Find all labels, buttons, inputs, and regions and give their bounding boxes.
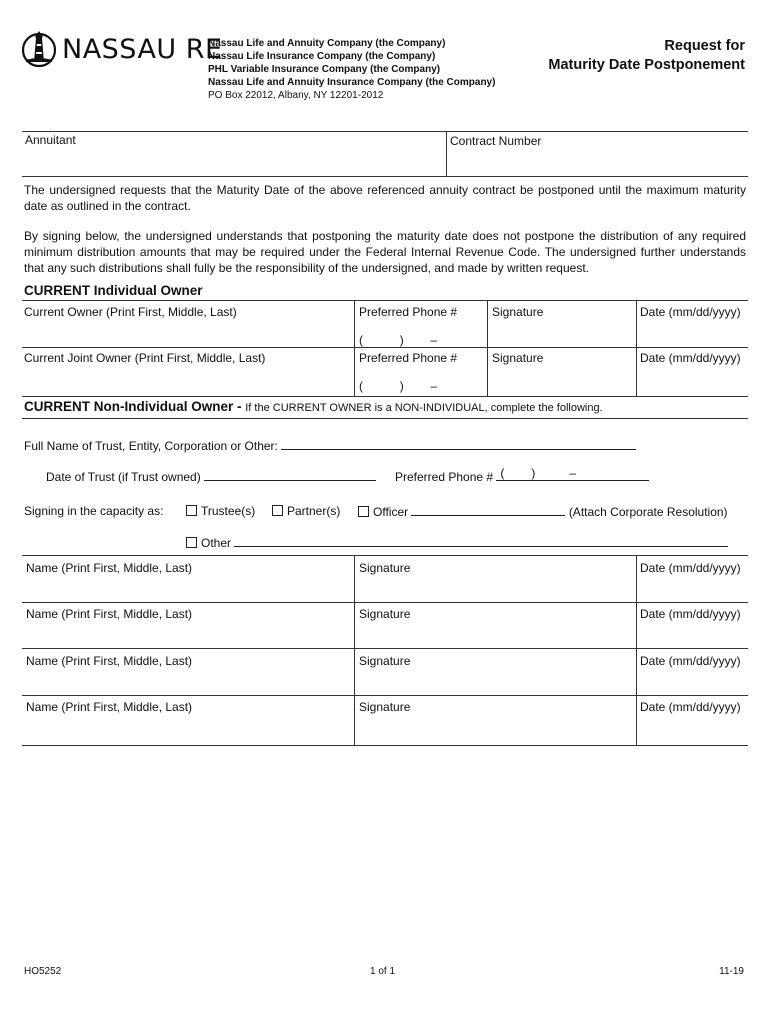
signer-date-field[interactable]: Date (mm/dd/yyyy) bbox=[640, 654, 741, 668]
logo-text: NASSAU RE bbox=[62, 34, 223, 65]
phone-open-paren: ( bbox=[359, 379, 363, 393]
non-individual-title: CURRENT Non-Individual Owner - bbox=[24, 399, 246, 414]
form-title-line1: Request for bbox=[664, 38, 745, 54]
trustee-checkbox[interactable] bbox=[186, 505, 197, 516]
rmd-acknowledgement-text: By signing below, the undersigned understands that postponing the maturity date does not postpone the distribution of any required minimum distribution amounts that may be required under the Federal Internal Revenue Code. The undersigned further understands that any such distributions shall fully be the responsibility of the undersigned, and made by written request. bbox=[24, 229, 746, 275]
entity-phone-label: Preferred Phone # bbox=[395, 470, 494, 484]
divider bbox=[22, 648, 748, 649]
phone-open-paren: ( bbox=[359, 333, 363, 347]
divider bbox=[22, 176, 748, 177]
phone-dash: – bbox=[569, 466, 577, 480]
signer-signature-field[interactable]: Signature bbox=[359, 700, 411, 714]
divider bbox=[22, 555, 748, 556]
phone-open-paren: ( bbox=[500, 466, 505, 480]
date-of-trust-input[interactable] bbox=[204, 469, 376, 481]
partner-option[interactable] bbox=[272, 504, 340, 518]
signer-signature-field[interactable]: Signature bbox=[359, 561, 411, 575]
individual-owner-heading: CURRENT Individual Owner bbox=[24, 283, 203, 298]
signer-signature-field[interactable]: Signature bbox=[359, 654, 411, 668]
phone-dash: – bbox=[430, 379, 438, 393]
owner-phone-field[interactable]: Preferred Phone # bbox=[359, 305, 458, 319]
date-of-trust-row bbox=[46, 469, 376, 484]
phone-close-paren: ) bbox=[531, 466, 536, 480]
signer-name-field[interactable]: Name (Print First, Middle, Last) bbox=[26, 700, 193, 714]
company-name: Nassau Life and Annuity Company (the Company) bbox=[208, 38, 446, 49]
full-name-row bbox=[24, 438, 636, 453]
signer-name-field[interactable]: Name (Print First, Middle, Last) bbox=[26, 561, 193, 575]
divider bbox=[22, 418, 748, 419]
divider bbox=[636, 300, 637, 396]
company-address: PO Box 22012, Albany, NY 12201-2012 bbox=[208, 90, 384, 101]
current-owner-name-field[interactable]: Current Owner (Print First, Middle, Last) bbox=[24, 305, 237, 319]
signer-date-field[interactable]: Date (mm/dd/yyyy) bbox=[640, 561, 741, 575]
joint-owner-name-field[interactable]: Current Joint Owner (Print First, Middle, Last) bbox=[24, 351, 266, 365]
company-list bbox=[208, 37, 495, 89]
company-name: Nassau Life and Annuity Insurance Company (the Company) bbox=[208, 77, 496, 88]
form-revision-date: 11-19 bbox=[719, 966, 744, 977]
divider bbox=[22, 695, 748, 696]
divider bbox=[22, 347, 748, 348]
owner-date-field[interactable]: Date (mm/dd/yyyy) bbox=[640, 305, 741, 319]
divider bbox=[354, 555, 355, 745]
trustee-label: Trustee(s) bbox=[201, 504, 256, 518]
divider bbox=[487, 300, 488, 396]
entity-phone-input[interactable] bbox=[496, 466, 649, 481]
joint-date-field[interactable]: Date (mm/dd/yyyy) bbox=[640, 351, 741, 365]
signer-date-field[interactable]: Date (mm/dd/yyyy) bbox=[640, 700, 741, 714]
phone-close-paren: ) bbox=[399, 379, 404, 393]
officer-title-input[interactable] bbox=[411, 504, 565, 516]
form-title bbox=[548, 37, 745, 75]
non-individual-owner-heading bbox=[24, 399, 603, 414]
joint-phone-field[interactable]: Preferred Phone # bbox=[359, 351, 458, 365]
divider bbox=[22, 131, 748, 132]
date-of-trust-label: Date of Trust (if Trust owned) bbox=[46, 470, 201, 484]
form-number: HO5252 bbox=[24, 966, 62, 977]
officer-label: Officer bbox=[373, 505, 409, 519]
divider bbox=[22, 602, 748, 603]
other-checkbox[interactable] bbox=[186, 537, 197, 548]
page-number: 1 of 1 bbox=[370, 966, 396, 977]
partner-checkbox[interactable] bbox=[272, 505, 283, 516]
attach-resolution-note: (Attach Corporate Resolution) bbox=[568, 505, 728, 519]
company-name: PHL Variable Insurance Company (the Company) bbox=[208, 64, 441, 75]
signer-signature-field[interactable]: Signature bbox=[359, 607, 411, 621]
joint-phone-format bbox=[359, 379, 437, 393]
full-name-label: Full Name of Trust, Entity, Corporation or Other: bbox=[24, 439, 278, 453]
trustee-option[interactable] bbox=[186, 504, 255, 518]
owner-signature-field[interactable]: Signature bbox=[492, 305, 544, 319]
company-name: Nassau Life Insurance Company (the Company) bbox=[208, 51, 436, 62]
non-individual-note: If the CURRENT OWNER is a NON-INDIVIDUAL, complete the following. bbox=[245, 402, 603, 414]
signer-date-field[interactable]: Date (mm/dd/yyyy) bbox=[640, 607, 741, 621]
officer-checkbox[interactable] bbox=[358, 506, 369, 517]
phone-close-paren: ) bbox=[399, 333, 404, 347]
partner-label: Partner(s) bbox=[287, 504, 341, 518]
postpone-request-text: The undersigned requests that the Maturity Date of the above referenced annuity contract be postponed until the maximum maturity date as outlined in the contract. bbox=[24, 183, 746, 213]
contract-number-field[interactable]: Contract Number bbox=[450, 134, 542, 148]
divider bbox=[22, 300, 748, 301]
officer-option[interactable] bbox=[358, 504, 728, 519]
lighthouse-icon bbox=[22, 28, 58, 74]
entity-phone-row bbox=[395, 466, 649, 484]
signer-name-field[interactable]: Name (Print First, Middle, Last) bbox=[26, 654, 193, 668]
other-option[interactable] bbox=[186, 535, 728, 550]
nassau-re-logo bbox=[22, 28, 223, 74]
capacity-label: Signing in the capacity as: bbox=[24, 504, 164, 518]
signer-name-field[interactable]: Name (Print First, Middle, Last) bbox=[26, 607, 193, 621]
other-label: Other bbox=[201, 536, 232, 550]
phone-dash: – bbox=[430, 333, 438, 347]
joint-signature-field[interactable]: Signature bbox=[492, 351, 544, 365]
divider bbox=[354, 300, 355, 396]
divider bbox=[22, 745, 748, 746]
other-input[interactable] bbox=[234, 535, 728, 547]
full-name-input[interactable] bbox=[281, 438, 636, 450]
owner-phone-format bbox=[359, 333, 437, 347]
divider bbox=[636, 555, 637, 745]
divider bbox=[22, 396, 748, 397]
form-title-line2: Maturity Date Postponement bbox=[548, 57, 745, 73]
divider bbox=[446, 131, 447, 176]
annuitant-field[interactable]: Annuitant bbox=[25, 133, 76, 147]
